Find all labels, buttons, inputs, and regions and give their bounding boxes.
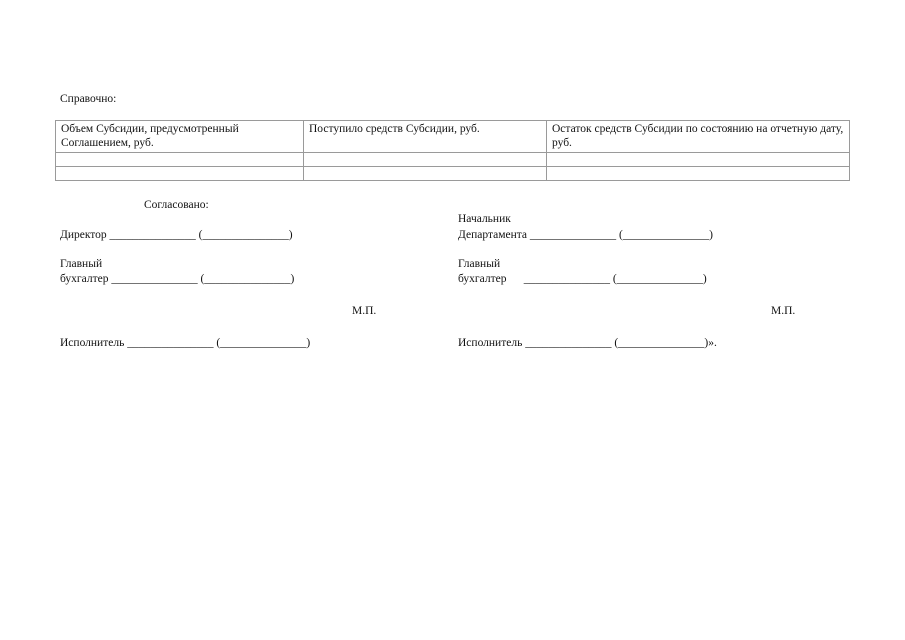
department-head-signature-line: Департамента _______________ (_______________): [458, 229, 713, 241]
header-cell-balance: Остаток средств Субсидии по состоянию на отчетную дату, руб.: [547, 121, 850, 153]
table-row: [56, 153, 850, 167]
table-cell: [547, 153, 850, 167]
table-cell: [304, 167, 547, 181]
left-stamp-label: М.П.: [352, 305, 377, 317]
left-chief-accountant-signature-line: бухгалтер _______________ (_______________): [60, 273, 295, 285]
director-signature-line: Директор _______________ (_______________): [60, 229, 293, 241]
right-executor-signature-line: Исполнитель _______________ (_______________)».: [458, 337, 717, 349]
right-stamp-label: М.П.: [771, 305, 796, 317]
table-cell: [56, 167, 304, 181]
department-head-title: Начальник: [458, 213, 511, 225]
right-chief-accountant-title: Главный: [458, 258, 501, 270]
reference-label: Справочно:: [60, 93, 117, 105]
table-header-row: [56, 121, 850, 153]
header-cell-received: Поступило средств Субсидии, руб.: [304, 121, 547, 153]
left-executor-signature-line: Исполнитель _______________ (_______________): [60, 337, 311, 349]
table-row: [56, 167, 850, 181]
table-cell: [304, 153, 547, 167]
left-chief-accountant-title: Главный: [60, 258, 103, 270]
header-cell-volume: Объем Субсидии, предусмотренный Соглашением, руб.: [56, 121, 304, 153]
agreed-label: Согласовано:: [144, 199, 209, 211]
right-chief-accountant-signature-line: бухгалтер _______________ (_______________): [458, 273, 707, 285]
subsidy-table: [55, 120, 850, 181]
table-cell: [547, 167, 850, 181]
table-cell: [56, 153, 304, 167]
